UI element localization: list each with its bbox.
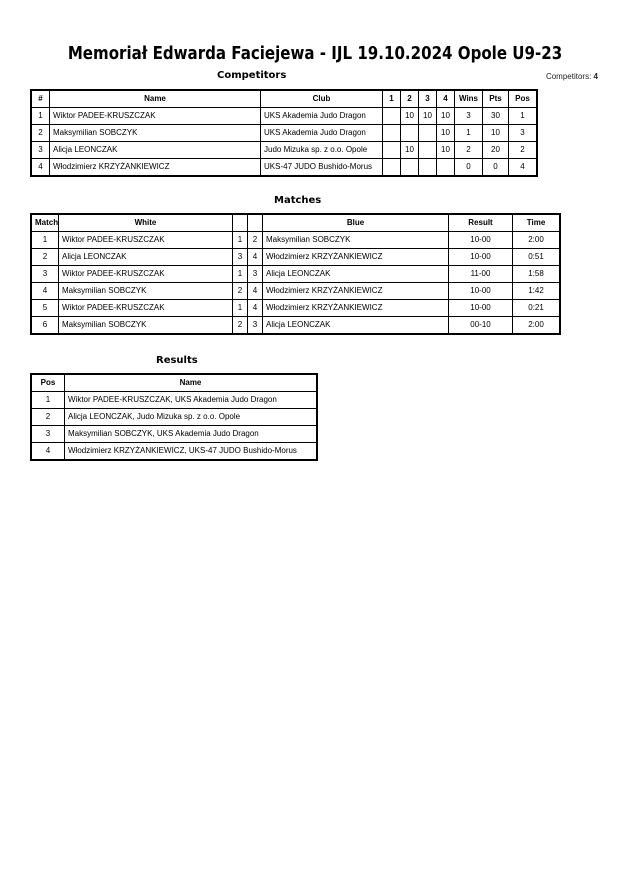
- score-vs-3: [419, 125, 437, 142]
- score-vs-2: 10: [401, 142, 419, 159]
- col-header-name: Name: [50, 91, 261, 108]
- table-row: [32, 249, 560, 266]
- score-vs-4: [437, 159, 455, 176]
- col-header-wins: Wins: [455, 91, 483, 108]
- table-row: [32, 283, 560, 300]
- blue-number: 4: [248, 283, 263, 300]
- col-header-white: White: [59, 215, 233, 232]
- blue-number: 3: [248, 266, 263, 283]
- competitor-name: Wiktor PADEE-KRUSZCZAK: [50, 108, 261, 125]
- match-number: 5: [32, 300, 59, 317]
- table-row: [32, 409, 317, 426]
- col-header-pts: Pts: [483, 91, 509, 108]
- competitor-club: UKS-47 JUDO Bushido-Morus: [261, 159, 383, 176]
- results-header-row: [32, 375, 317, 392]
- white-number: 3: [233, 249, 248, 266]
- col-header-time: Time: [513, 215, 560, 232]
- blue-number: 4: [248, 249, 263, 266]
- match-time: 0:51: [513, 249, 560, 266]
- competitors-table: [31, 90, 537, 176]
- competitor-wins: 2: [455, 142, 483, 159]
- white-competitor: Wiktor PADEE-KRUSZCZAK: [59, 232, 233, 249]
- competitor-wins: 1: [455, 125, 483, 142]
- competitor-position: 4: [509, 159, 537, 176]
- result-name: Włodzimierz KRZYŻANKIEWICZ, UKS-47 JUDO Bushido-Morus: [65, 443, 317, 460]
- match-result: 00-10: [449, 317, 513, 334]
- matches-section-title: Matches: [274, 195, 322, 206]
- match-time: 2:00: [513, 317, 560, 334]
- white-competitor: Wiktor PADEE-KRUSZCZAK: [59, 266, 233, 283]
- col-header-match: Match: [32, 215, 59, 232]
- competitor-position: 1: [509, 108, 537, 125]
- table-row: [32, 266, 560, 283]
- blue-competitor: Włodzimierz KRZYŻANKIEWICZ: [263, 249, 449, 266]
- col-header-opp-4: 4: [437, 91, 455, 108]
- results-table: [31, 374, 317, 460]
- competitor-points: 0: [483, 159, 509, 176]
- score-vs-4: 10: [437, 142, 455, 159]
- table-row: [32, 300, 560, 317]
- table-row: [32, 426, 317, 443]
- col-header-opp-2: 2: [401, 91, 419, 108]
- competitor-club: UKS Akademia Judo Dragon: [261, 108, 383, 125]
- competitor-name: Alicja LEONCZAK: [50, 142, 261, 159]
- competitor-number: 2: [32, 125, 50, 142]
- col-header-opp-3: 3: [419, 91, 437, 108]
- score-vs-3: [419, 142, 437, 159]
- result-name: Wiktor PADEE-KRUSZCZAK, UKS Akademia Judo Dragon: [65, 392, 317, 409]
- competitor-points: 10: [483, 125, 509, 142]
- competitor-points: 20: [483, 142, 509, 159]
- page-title: Memoriał Edwarda Faciejewa - IJL 19.10.2024 Opole U9-23: [67, 44, 563, 64]
- blue-number: 4: [248, 300, 263, 317]
- match-time: 1:58: [513, 266, 560, 283]
- table-row: [32, 317, 560, 334]
- match-time: 2:00: [513, 232, 560, 249]
- result-position: 1: [32, 392, 65, 409]
- match-number: 1: [32, 232, 59, 249]
- match-result: 10-00: [449, 283, 513, 300]
- white-number: 1: [233, 300, 248, 317]
- competitor-points: 30: [483, 108, 509, 125]
- competitor-number: 4: [32, 159, 50, 176]
- score-vs-3: [419, 159, 437, 176]
- score-vs-1: [383, 108, 401, 125]
- match-number: 6: [32, 317, 59, 334]
- col-header-result-pos: Pos: [32, 375, 65, 392]
- col-header-blue: Blue: [263, 215, 449, 232]
- competitors-header-row: [32, 91, 537, 108]
- white-competitor: Alicja LEONCZAK: [59, 249, 233, 266]
- blue-number: 3: [248, 317, 263, 334]
- col-header-blue-number: [248, 215, 263, 232]
- table-row: [32, 392, 317, 409]
- competitor-wins: 3: [455, 108, 483, 125]
- result-position: 3: [32, 426, 65, 443]
- competitor-name: Maksymilian SOBCZYK: [50, 125, 261, 142]
- score-vs-3: 10: [419, 108, 437, 125]
- competitor-number: 1: [32, 108, 50, 125]
- score-vs-2: 10: [401, 108, 419, 125]
- competitor-number: 3: [32, 142, 50, 159]
- blue-competitor: Alicja LEONCZAK: [263, 266, 449, 283]
- col-header-number: #: [32, 91, 50, 108]
- score-vs-1: [383, 142, 401, 159]
- score-vs-1: [383, 159, 401, 176]
- competitors-count-label: Competitors:: [545, 72, 592, 81]
- competitor-club: Judo Mizuka sp. z o.o. Opole: [261, 142, 383, 159]
- match-result: 11-00: [449, 266, 513, 283]
- match-time: 1:42: [513, 283, 560, 300]
- match-result: 10-00: [449, 249, 513, 266]
- score-vs-2: [401, 125, 419, 142]
- results-section-title: Results: [156, 355, 198, 366]
- col-header-opp-1: 1: [383, 91, 401, 108]
- result-name: Alicja LEONCZAK, Judo Mizuka sp. z o.o. Opole: [65, 409, 317, 426]
- match-result: 10-00: [449, 232, 513, 249]
- competitor-name: Włodzimierz KRZYŻANKIEWICZ: [50, 159, 261, 176]
- competitor-position: 2: [509, 142, 537, 159]
- table-row: [32, 108, 537, 125]
- result-position: 2: [32, 409, 65, 426]
- blue-competitor: Włodzimierz KRZYŻANKIEWICZ: [263, 283, 449, 300]
- match-result: 10-00: [449, 300, 513, 317]
- col-header-pos: Pos: [509, 91, 537, 108]
- table-row: [32, 232, 560, 249]
- col-header-white-number: [233, 215, 248, 232]
- matches-header-row: [32, 215, 560, 232]
- result-name: Maksymilian SOBCZYK, UKS Akademia Judo Dragon: [65, 426, 317, 443]
- table-row: [32, 125, 537, 142]
- white-competitor: Maksymilian SOBCZYK: [59, 317, 233, 334]
- competitor-position: 3: [509, 125, 537, 142]
- table-row: [32, 443, 317, 460]
- blue-competitor: Maksymilian SOBCZYK: [263, 232, 449, 249]
- competitors-count-value: 4: [593, 72, 598, 81]
- matches-table: [31, 214, 560, 334]
- white-competitor: Maksymilian SOBCZYK: [59, 283, 233, 300]
- match-number: 3: [32, 266, 59, 283]
- score-vs-1: [383, 125, 401, 142]
- competitor-club: UKS Akademia Judo Dragon: [261, 125, 383, 142]
- table-row: [32, 142, 537, 159]
- blue-competitor: Alicja LEONCZAK: [263, 317, 449, 334]
- col-header-result: Result: [449, 215, 513, 232]
- score-vs-2: [401, 159, 419, 176]
- competitors-section-title: Competitors: [217, 70, 287, 81]
- competitor-wins: 0: [455, 159, 483, 176]
- blue-competitor: Włodzimierz KRZYŻANKIEWICZ: [263, 300, 449, 317]
- match-number: 2: [32, 249, 59, 266]
- match-time: 0:21: [513, 300, 560, 317]
- white-number: 2: [233, 283, 248, 300]
- white-competitor: Wiktor PADEE-KRUSZCZAK: [59, 300, 233, 317]
- competitors-count: [546, 72, 598, 81]
- white-number: 1: [233, 266, 248, 283]
- result-position: 4: [32, 443, 65, 460]
- white-number: 2: [233, 317, 248, 334]
- table-row: [32, 159, 537, 176]
- score-vs-4: 10: [437, 108, 455, 125]
- col-header-club: Club: [261, 91, 383, 108]
- blue-number: 2: [248, 232, 263, 249]
- white-number: 1: [233, 232, 248, 249]
- score-vs-4: 10: [437, 125, 455, 142]
- match-number: 4: [32, 283, 59, 300]
- col-header-result-name: Name: [65, 375, 317, 392]
